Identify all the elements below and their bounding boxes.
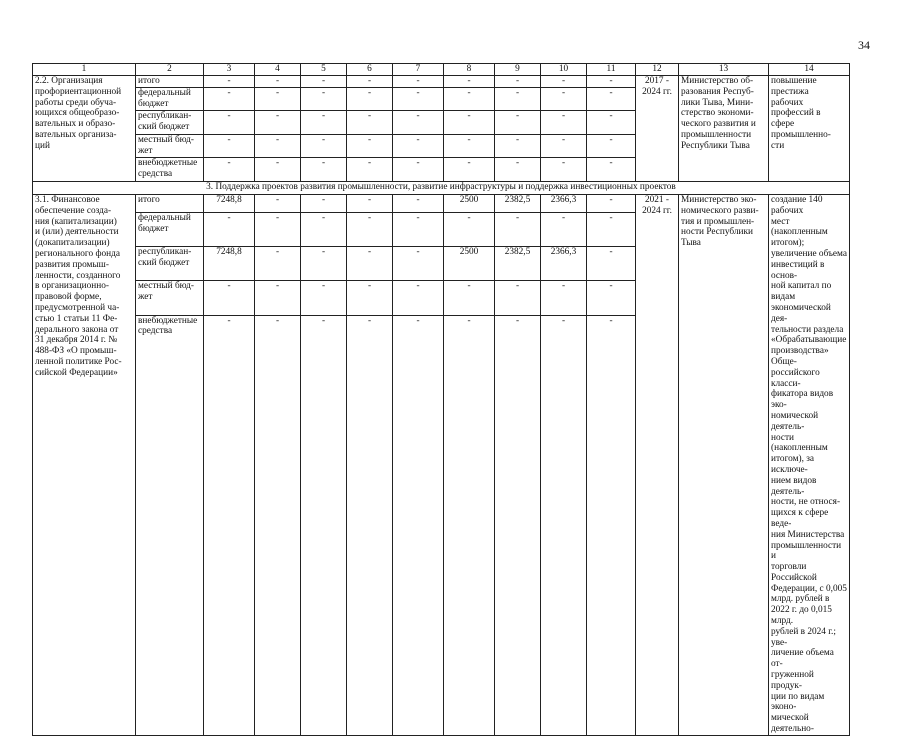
amount-cell: - bbox=[204, 212, 255, 246]
amount-cell: - bbox=[255, 76, 301, 88]
amount-cell: - bbox=[444, 111, 495, 135]
amount-cell: - bbox=[255, 315, 301, 735]
amount-cell: - bbox=[541, 111, 587, 135]
result-cell: повышение престижа рабочих профессий в сфере промышленно- сти bbox=[769, 76, 850, 182]
amount-cell: - bbox=[347, 76, 393, 88]
amount-cell: 2500 bbox=[444, 195, 495, 213]
amount-cell: - bbox=[587, 88, 636, 111]
amount-cell: 2382,5 bbox=[495, 195, 541, 213]
amount-cell: - bbox=[255, 247, 301, 281]
table-row bbox=[33, 76, 850, 88]
amount-cell: - bbox=[393, 158, 444, 182]
period-cell: 2017 - 2024 гг. bbox=[636, 76, 679, 182]
amount-cell: - bbox=[587, 247, 636, 281]
amount-cell: - bbox=[393, 247, 444, 281]
column-number-4: 4 bbox=[255, 64, 301, 76]
header-row bbox=[33, 64, 850, 76]
amount-cell: - bbox=[301, 158, 347, 182]
amount-cell: - bbox=[255, 281, 301, 315]
amount-cell: - bbox=[301, 135, 347, 158]
amount-cell: - bbox=[347, 158, 393, 182]
amount-cell: - bbox=[495, 88, 541, 111]
amount-cell: - bbox=[541, 212, 587, 246]
column-number-6: 6 bbox=[347, 64, 393, 76]
program-table bbox=[32, 63, 850, 736]
amount-cell: - bbox=[495, 135, 541, 158]
amount-cell: - bbox=[255, 195, 301, 213]
amount-cell: - bbox=[587, 76, 636, 88]
amount-cell: - bbox=[204, 281, 255, 315]
amount-cell: - bbox=[347, 111, 393, 135]
amount-cell: - bbox=[301, 88, 347, 111]
funding-source: республикан- ский бюджет bbox=[136, 111, 204, 135]
amount-cell: - bbox=[204, 88, 255, 111]
amount-cell: - bbox=[495, 76, 541, 88]
funding-source: федеральный бюджет bbox=[136, 212, 204, 246]
amount-cell: - bbox=[204, 76, 255, 88]
column-number-5: 5 bbox=[301, 64, 347, 76]
funding-source: внебюджетные средства bbox=[136, 315, 204, 735]
amount-cell: - bbox=[495, 111, 541, 135]
amount-cell: - bbox=[301, 195, 347, 213]
column-number-9: 9 bbox=[495, 64, 541, 76]
amount-cell: - bbox=[393, 212, 444, 246]
amount-cell: - bbox=[495, 315, 541, 735]
amount-cell: - bbox=[495, 212, 541, 246]
amount-cell: - bbox=[255, 212, 301, 246]
amount-cell: - bbox=[347, 135, 393, 158]
amount-cell: - bbox=[393, 111, 444, 135]
amount-cell: - bbox=[301, 315, 347, 735]
amount-cell: - bbox=[393, 135, 444, 158]
funding-source: федеральный бюджет bbox=[136, 88, 204, 111]
amount-cell: - bbox=[393, 281, 444, 315]
amount-cell: - bbox=[587, 135, 636, 158]
amount-cell: - bbox=[255, 158, 301, 182]
table-row bbox=[33, 195, 850, 213]
amount-cell: - bbox=[541, 158, 587, 182]
amount-cell: - bbox=[393, 195, 444, 213]
funding-source: республикан- ский бюджет bbox=[136, 247, 204, 281]
amount-cell: - bbox=[301, 111, 347, 135]
column-number-11: 11 bbox=[587, 64, 636, 76]
amount-cell: - bbox=[204, 111, 255, 135]
amount-cell: - bbox=[347, 247, 393, 281]
amount-cell: - bbox=[301, 212, 347, 246]
column-number-7: 7 bbox=[393, 64, 444, 76]
section-title: 3. Поддержка проектов развития промышленности, развитие инфраструктуры и поддержка инвестиционных проектов bbox=[33, 182, 850, 195]
amount-cell: - bbox=[541, 281, 587, 315]
amount-cell: - bbox=[587, 315, 636, 735]
amount-cell: - bbox=[204, 158, 255, 182]
amount-cell: 2382,5 bbox=[495, 247, 541, 281]
amount-cell: - bbox=[587, 281, 636, 315]
amount-cell: 2500 bbox=[444, 247, 495, 281]
amount-cell: - bbox=[587, 111, 636, 135]
amount-cell: - bbox=[301, 281, 347, 315]
amount-cell: - bbox=[301, 76, 347, 88]
amount-cell: - bbox=[347, 195, 393, 213]
column-number-2: 2 bbox=[136, 64, 204, 76]
amount-cell: - bbox=[587, 195, 636, 213]
amount-cell: - bbox=[444, 88, 495, 111]
funding-source: местный бюд- жет bbox=[136, 135, 204, 158]
amount-cell: - bbox=[444, 76, 495, 88]
funding-source: внебюджетные средства bbox=[136, 158, 204, 182]
amount-cell: - bbox=[444, 281, 495, 315]
amount-cell: - bbox=[444, 212, 495, 246]
executor-cell: Министерство об- разования Респуб- лики Тыва, Мини- стерство экономи- ческого развития и промышленности Республики Тыва bbox=[679, 76, 769, 182]
amount-cell: 7248,8 bbox=[204, 195, 255, 213]
amount-cell: - bbox=[347, 281, 393, 315]
amount-cell: - bbox=[393, 76, 444, 88]
executor-cell: Министерство эко- номического разви- тия и промышлен- ности Республики Тыва bbox=[679, 195, 769, 736]
amount-cell: - bbox=[587, 212, 636, 246]
amount-cell: - bbox=[347, 315, 393, 735]
measure-title: 2.2. Организация профориентационной работы среди обуча- ющихся общеобразо- вательных и образо- вательных организа- ций bbox=[33, 76, 136, 182]
column-number-13: 13 bbox=[679, 64, 769, 76]
column-number-3: 3 bbox=[204, 64, 255, 76]
amount-cell: - bbox=[301, 247, 347, 281]
amount-cell: - bbox=[587, 158, 636, 182]
period-cell: 2021 - 2024 гг. bbox=[636, 195, 679, 736]
amount-cell: - bbox=[495, 158, 541, 182]
column-number-12: 12 bbox=[636, 64, 679, 76]
amount-cell: 2366,3 bbox=[541, 195, 587, 213]
amount-cell: - bbox=[255, 135, 301, 158]
amount-cell: - bbox=[444, 135, 495, 158]
funding-source: местный бюд- жет bbox=[136, 281, 204, 315]
column-number-8: 8 bbox=[444, 64, 495, 76]
amount-cell: - bbox=[204, 315, 255, 735]
result-cell: создание 140 рабочих мест (накопленным итогом); увеличение объема инвестиций в основ- ной капитал по видам экономической дея- тельности раздела «Обрабатывающие производства» Обще- российского класси- фикатора видов эко- номической деятель- ности (накопленным итогом), за исключе- нием видов деятель- ности, не относя- щихся к сфере веде- ния Министерства промышленности и торговли Российской Федерации, с 0,005 млрд. рублей в 2022 г. до 0,015 млрд. рублей в 2024 г.; уве- личение объема от- груженной продук- ции по видам эконо- мической деятельно- bbox=[769, 195, 850, 736]
amount-cell: - bbox=[541, 76, 587, 88]
page-number: 34 bbox=[858, 38, 870, 52]
column-number-1: 1 bbox=[33, 64, 136, 76]
column-number-10: 10 bbox=[541, 64, 587, 76]
measure-title: 3.1. Финансовое обеспечение созда- ния (капитализации) и (или) деятельности (докапитализации) регионального фонда развития промыш- ленности, созданного в организационно- правовой форме, предусмотренной ча- стью 1 статьи 11 Фе- дерального закона от 31 декабря 2014 г. № 488-ФЗ «О промыш- ленной политике Рос- сийской Федерации» bbox=[33, 195, 136, 736]
amount-cell: 7248,8 bbox=[204, 247, 255, 281]
amount-cell: - bbox=[495, 281, 541, 315]
amount-cell: - bbox=[347, 212, 393, 246]
amount-cell: - bbox=[541, 88, 587, 111]
amount-cell: - bbox=[444, 158, 495, 182]
amount-cell: - bbox=[255, 88, 301, 111]
funding-source: итого bbox=[136, 76, 204, 88]
section-row bbox=[33, 182, 850, 195]
amount-cell: - bbox=[444, 315, 495, 735]
amount-cell: - bbox=[393, 315, 444, 735]
amount-cell: - bbox=[347, 88, 393, 111]
amount-cell: - bbox=[255, 111, 301, 135]
amount-cell: - bbox=[541, 315, 587, 735]
amount-cell: - bbox=[393, 88, 444, 111]
amount-cell: - bbox=[541, 135, 587, 158]
amount-cell: - bbox=[204, 135, 255, 158]
amount-cell: 2366,3 bbox=[541, 247, 587, 281]
column-number-14: 14 bbox=[769, 64, 850, 76]
funding-source: итого bbox=[136, 195, 204, 213]
